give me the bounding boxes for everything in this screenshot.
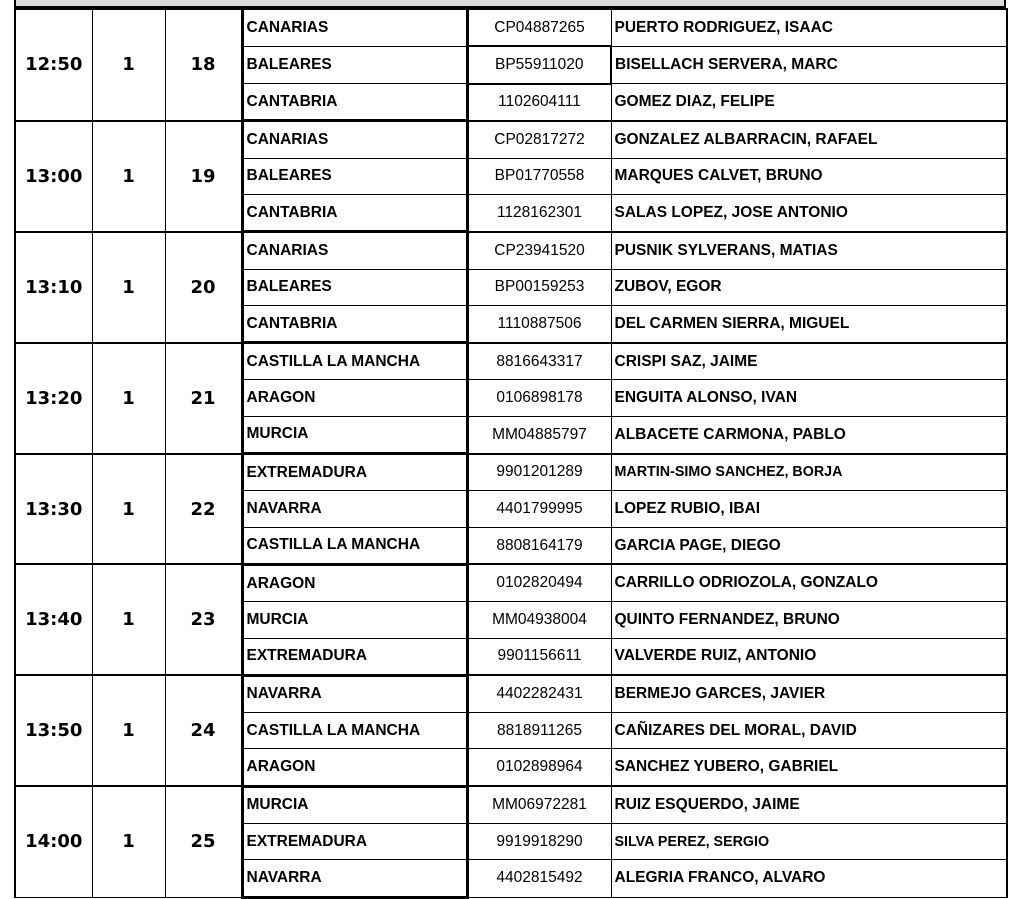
- turn-number-cell: 24: [165, 675, 242, 786]
- table-row: [15, 564, 1007, 601]
- table-row: [15, 121, 1007, 158]
- license-cell: BP55911020: [467, 46, 611, 83]
- region-cell: CASTILLA LA MANCHA: [242, 527, 467, 564]
- license-cell: 9901201289: [467, 454, 611, 491]
- player-name-cell: GARCIA PAGE, DIEGO: [611, 527, 1007, 564]
- table-row: [15, 343, 1007, 380]
- group-number-cell: 1: [92, 675, 165, 786]
- region-cell: CANTABRIA: [242, 194, 467, 231]
- region-cell: EXTREMADURA: [242, 824, 467, 860]
- table-row: [15, 232, 1007, 269]
- table-row: [15, 786, 1007, 823]
- region-cell: MURCIA: [242, 416, 467, 453]
- player-name-cell: CARRILLO ODRIOZOLA, GONZALO: [611, 564, 1007, 601]
- region-cell: BALEARES: [242, 46, 467, 83]
- license-cell: MM04938004: [467, 602, 611, 638]
- license-cell: 4402815492: [467, 860, 611, 897]
- player-name-cell: RUIZ ESQUERDO, JAIME: [611, 786, 1007, 823]
- time-cell: 13:10: [15, 232, 92, 343]
- table-row: [15, 454, 1007, 491]
- license-cell: 4402282431: [467, 675, 611, 712]
- region-cell: CANARIAS: [242, 232, 467, 269]
- turn-number-cell: 21: [165, 343, 242, 454]
- player-name-cell: ENGUITA ALONSO, IVAN: [611, 380, 1007, 416]
- region-cell: BALEARES: [242, 158, 467, 194]
- region-cell: CANTABRIA: [242, 84, 467, 121]
- region-cell: CASTILLA LA MANCHA: [242, 713, 467, 749]
- license-cell: 1128162301: [467, 194, 611, 231]
- group-number-cell: 1: [92, 343, 165, 454]
- player-name-cell: CRISPI SAZ, JAIME: [611, 343, 1007, 380]
- group-number-cell: 1: [92, 9, 165, 121]
- license-cell: 4401799995: [467, 491, 611, 527]
- group-number-cell: 1: [92, 121, 165, 232]
- player-name-cell: CAÑIZARES DEL MORAL, DAVID: [611, 713, 1007, 749]
- turn-number-cell: 23: [165, 564, 242, 675]
- license-cell: 1102604111: [467, 84, 611, 121]
- group-number-cell: 1: [92, 786, 165, 897]
- header-strip: [14, 0, 1006, 8]
- player-name-cell: DEL CARMEN SIERRA, MIGUEL: [611, 305, 1007, 342]
- player-name-cell: MARTIN-SIMO SANCHEZ, BORJA: [611, 454, 1007, 491]
- player-name-cell: PUERTO RODRIGUEZ, ISAAC: [611, 9, 1007, 46]
- region-cell: ARAGON: [242, 564, 467, 601]
- license-cell: 0102898964: [467, 749, 611, 786]
- time-cell: 13:00: [15, 121, 92, 232]
- player-name-cell: QUINTO FERNANDEZ, BRUNO: [611, 602, 1007, 638]
- license-cell: 8816643317: [467, 343, 611, 380]
- turn-number-cell: 22: [165, 454, 242, 565]
- license-cell: 0106898178: [467, 380, 611, 416]
- license-cell: 9919918290: [467, 824, 611, 860]
- license-cell: 0102820494: [467, 564, 611, 601]
- group-number-cell: 1: [92, 564, 165, 675]
- time-cell: 13:30: [15, 454, 92, 565]
- license-cell: CP23941520: [467, 232, 611, 269]
- license-cell: MM06972281: [467, 786, 611, 823]
- license-cell: 8818911265: [467, 713, 611, 749]
- player-name-cell: ZUBOV, EGOR: [611, 269, 1007, 305]
- player-name-cell: ALBACETE CARMONA, PABLO: [611, 416, 1007, 453]
- player-name-cell: BISELLACH SERVERA, MARC: [611, 46, 1007, 83]
- region-cell: CANTABRIA: [242, 305, 467, 342]
- table-row: [15, 9, 1007, 46]
- group-number-cell: 1: [92, 454, 165, 565]
- region-cell: BALEARES: [242, 269, 467, 305]
- player-name-cell: ALEGRIA FRANCO, ALVARO: [611, 860, 1007, 897]
- region-cell: NAVARRA: [242, 860, 467, 897]
- player-name-cell: VALVERDE RUIZ, ANTONIO: [611, 638, 1007, 675]
- turn-number-cell: 25: [165, 786, 242, 897]
- time-cell: 13:50: [15, 675, 92, 786]
- region-cell: MURCIA: [242, 602, 467, 638]
- license-cell: 8808164179: [467, 527, 611, 564]
- region-cell: ARAGON: [242, 749, 467, 786]
- region-cell: ARAGON: [242, 380, 467, 416]
- license-cell: BP00159253: [467, 269, 611, 305]
- region-cell: MURCIA: [242, 786, 467, 823]
- license-cell: CP02817272: [467, 121, 611, 158]
- time-cell: 13:20: [15, 343, 92, 454]
- license-cell: 9901156611: [467, 638, 611, 675]
- table-row: [15, 675, 1007, 712]
- license-cell: 1110887506: [467, 305, 611, 342]
- player-name-cell: BERMEJO GARCES, JAVIER: [611, 675, 1007, 712]
- turn-number-cell: 19: [165, 121, 242, 232]
- turn-number-cell: 20: [165, 232, 242, 343]
- player-name-cell: PUSNIK SYLVERANS, MATIAS: [611, 232, 1007, 269]
- group-number-cell: 1: [92, 232, 165, 343]
- player-name-cell: SANCHEZ YUBERO, GABRIEL: [611, 749, 1007, 786]
- schedule-sheet: [14, 0, 1006, 887]
- time-cell: 14:00: [15, 786, 92, 897]
- region-cell: CANARIAS: [242, 9, 467, 46]
- region-cell: EXTREMADURA: [242, 638, 467, 675]
- player-name-cell: GONZALEZ ALBARRACIN, RAFAEL: [611, 121, 1007, 158]
- player-name-cell: LOPEZ RUBIO, IBAI: [611, 491, 1007, 527]
- region-cell: NAVARRA: [242, 491, 467, 527]
- time-cell: 13:40: [15, 564, 92, 675]
- license-cell: MM04885797: [467, 416, 611, 453]
- player-name-cell: GOMEZ DIAZ, FELIPE: [611, 84, 1007, 121]
- license-cell: CP04887265: [467, 9, 611, 46]
- player-name-cell: MARQUES CALVET, BRUNO: [611, 158, 1007, 194]
- region-cell: CANARIAS: [242, 121, 467, 158]
- time-cell: 12:50: [15, 9, 92, 121]
- turn-number-cell: 18: [165, 9, 242, 121]
- region-cell: EXTREMADURA: [242, 454, 467, 491]
- region-cell: CASTILLA LA MANCHA: [242, 343, 467, 380]
- license-cell: BP01770558: [467, 158, 611, 194]
- player-name-cell: SALAS LOPEZ, JOSE ANTONIO: [611, 194, 1007, 231]
- player-name-cell: SILVA PEREZ, SERGIO: [611, 824, 1007, 860]
- schedule-table: [14, 8, 1008, 899]
- schedule-body: [15, 9, 1007, 897]
- region-cell: NAVARRA: [242, 675, 467, 712]
